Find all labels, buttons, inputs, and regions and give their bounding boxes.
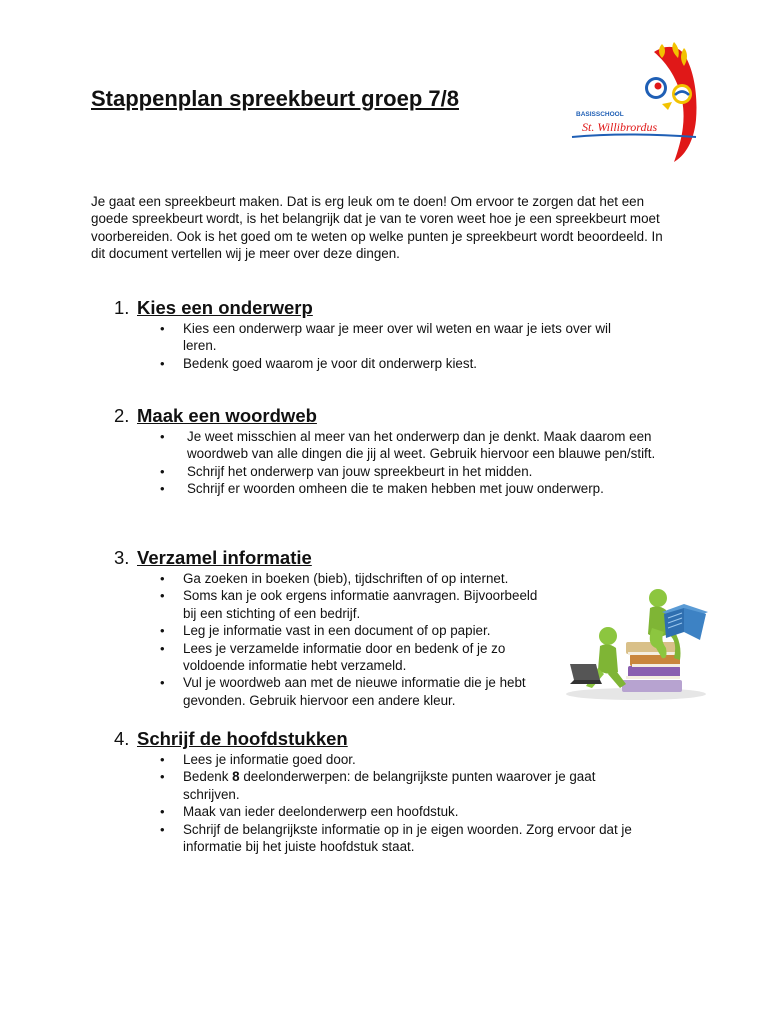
list-item: • Je weet misschien al meer van het onderwerp dan je denkt. Maak daarom een woordweb van alle dingen die jij al weet. Gebruik hiervoor een blauwe pen/stift. bbox=[114, 428, 657, 463]
emphasis-number: 8 bbox=[232, 769, 240, 785]
reading-figures-illustration bbox=[556, 568, 716, 703]
section-number: 3. bbox=[114, 547, 130, 568]
logo-school-name: St. Willibrordus bbox=[582, 120, 658, 134]
logo-school-word: BASISSCHOOL bbox=[576, 111, 624, 118]
section-schrijf-de-hoofdstukken bbox=[114, 728, 643, 855]
section-heading bbox=[114, 297, 643, 319]
bullet-list bbox=[114, 751, 643, 855]
list-item: • Soms kan je ook ergens informatie aanvragen. Bijvoorbeeld bij een stichting of een bedrijf. bbox=[114, 587, 543, 622]
section-title: Maak een woordweb bbox=[137, 405, 317, 426]
bullet-list bbox=[114, 320, 643, 372]
section-number: 2. bbox=[114, 405, 130, 426]
bullet-list bbox=[114, 428, 657, 498]
text-run: Bedenk bbox=[183, 769, 233, 785]
list-item: • Schrijf het onderwerp van jouw spreekbeurt in het midden. bbox=[114, 463, 657, 480]
list-item: • Vul je woordweb aan met de nieuwe informatie die je hebt gevonden. Gebruik hiervoor een andere kleur. bbox=[114, 674, 543, 709]
section-title: Kies een onderwerp bbox=[137, 297, 313, 318]
text-run: deelonderwerpen: de belangrijkste punten waarover je gaat schrijven. bbox=[183, 769, 596, 802]
page-title: Stappenplan spreekbeurt groep 7/8 bbox=[91, 86, 459, 111]
list-item bbox=[114, 768, 643, 803]
section-heading bbox=[114, 405, 657, 427]
section-title: Schrijf de hoofdstukken bbox=[137, 728, 348, 749]
section-verzamel-informatie bbox=[114, 547, 543, 709]
section-heading bbox=[114, 547, 543, 569]
list-item: • Bedenk goed waarom je voor dit onderwerp kiest. bbox=[114, 355, 643, 372]
list-item: • Schrijf er woorden omheen die te maken hebben met jouw onderwerp. bbox=[114, 480, 657, 497]
section-heading bbox=[114, 728, 643, 750]
list-item: • Kies een onderwerp waar je meer over wil weten en waar je iets over wil leren. bbox=[114, 320, 643, 355]
section-kies-een-onderwerp bbox=[114, 297, 643, 372]
section-number: 1. bbox=[114, 297, 130, 318]
list-item: • Leg je informatie vast in een document of op papier. bbox=[114, 622, 543, 639]
intro-paragraph: Je gaat een spreekbeurt maken. Dat is erg leuk om te doen! Om ervoor te zorgen dat het een goede spreekbeurt wordt, is het belangrijk dat je van te voren weet hoe je een spreekbeurt moet voorbereiden. Ook is het goed om te weten op welke punten je spreekbeurt wordt beoordeeld. In dit document vertellen wij je meer over deze dingen. bbox=[91, 194, 663, 262]
school-logo bbox=[566, 40, 716, 165]
list-item: • Lees je informatie goed door. bbox=[114, 751, 643, 768]
list-item: • Maak van ieder deelonderwerp een hoofdstuk. bbox=[114, 803, 643, 820]
section-maak-een-woordweb bbox=[114, 405, 657, 498]
section-number: 4. bbox=[114, 728, 130, 749]
list-item: • Lees je verzamelde informatie door en bedenk of je zo voldoende informatie hebt verzameld. bbox=[114, 640, 543, 675]
list-item: • Ga zoeken in boeken (bieb), tijdschriften of op internet. bbox=[114, 570, 543, 587]
bullet-list bbox=[114, 570, 543, 709]
section-title: Verzamel informatie bbox=[137, 547, 312, 568]
list-item: • Schrijf de belangrijkste informatie op in je eigen woorden. Zorg ervoor dat je informatie bij het juiste hoofdstuk staat. bbox=[114, 821, 643, 856]
